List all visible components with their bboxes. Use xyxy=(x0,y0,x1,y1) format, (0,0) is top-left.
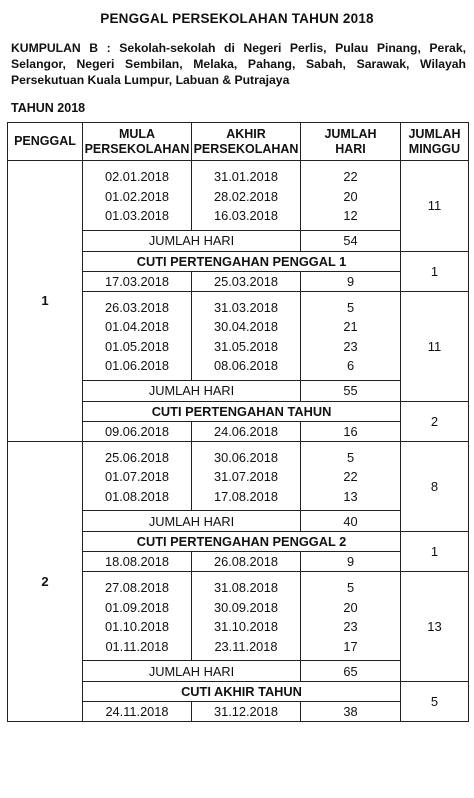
break-title: CUTI PERTENGAHAN PENGGAL 2 xyxy=(83,532,401,552)
total-value: 40 xyxy=(301,511,401,532)
header-weeks-line: JUMLAH xyxy=(408,126,461,141)
total-label: JUMLAH HARI xyxy=(83,230,301,251)
break-end: 25.03.2018 xyxy=(192,271,301,291)
header-weeks xyxy=(401,123,469,161)
break-days: 38 xyxy=(301,702,401,722)
weeks-cell: 1 xyxy=(401,532,469,572)
start-date: 01.07.2018 xyxy=(104,469,170,484)
start-date: 26.03.2018 xyxy=(104,299,170,315)
end-date: 08.06.2018 xyxy=(213,358,279,373)
break-days: 9 xyxy=(301,271,401,291)
end-dates xyxy=(192,572,301,661)
start-dates xyxy=(83,441,192,511)
total-label: JUMLAH HARI xyxy=(83,380,301,401)
total-value: 65 xyxy=(301,661,401,682)
start-date: 01.08.2018 xyxy=(104,488,170,504)
weeks-cell: 13 xyxy=(401,572,469,682)
year-label: TAHUN 2018 xyxy=(11,101,86,115)
day-counts xyxy=(301,441,401,511)
end-dates xyxy=(192,441,301,511)
break-days: 9 xyxy=(301,552,401,572)
end-date: 31.03.2018 xyxy=(213,299,279,315)
end-date: 17.08.2018 xyxy=(213,488,279,504)
total-value: 55 xyxy=(301,380,401,401)
end-dates xyxy=(192,291,301,380)
header-row xyxy=(8,123,469,161)
start-dates xyxy=(83,572,192,661)
day-count: 5 xyxy=(346,449,355,465)
day-count: 23 xyxy=(343,338,358,354)
break-title: CUTI PERTENGAHAN TAHUN xyxy=(83,401,401,421)
group-line: Selangor, Negeri Sembilan, Melaka, Pahang, Sabah, Sarawak, Wilayah xyxy=(11,57,466,71)
day-count: 23 xyxy=(343,619,358,634)
day-count: 22 xyxy=(343,169,358,184)
page-title: PENGGAL PERSEKOLAHAN TAHUN 2018 xyxy=(100,11,374,26)
school-term-table xyxy=(7,122,469,722)
break-start: 17.03.2018 xyxy=(83,271,192,291)
segment-row xyxy=(8,161,469,231)
end-dates xyxy=(192,161,301,231)
end-date: 23.11.2018 xyxy=(214,638,278,654)
total-label: JUMLAH HARI xyxy=(83,661,301,682)
day-count: 21 xyxy=(343,319,358,334)
day-count: 6 xyxy=(346,358,355,373)
day-count: 13 xyxy=(343,488,358,504)
header-end-line: AKHIR xyxy=(226,126,266,141)
day-count: 22 xyxy=(343,469,358,484)
header-start-line: PERSEKOLAHAN xyxy=(84,141,190,156)
end-date: 30.04.2018 xyxy=(213,319,279,334)
break-end: 24.06.2018 xyxy=(192,421,301,441)
group-description xyxy=(11,40,466,88)
term-cell: 2 xyxy=(8,441,83,722)
break-title: CUTI AKHIR TAHUN xyxy=(83,682,401,702)
start-date: 02.01.2018 xyxy=(104,169,170,184)
start-date: 27.08.2018 xyxy=(104,580,170,595)
header-days-line: JUMLAH xyxy=(324,126,377,141)
header-start xyxy=(83,123,192,161)
segment-row xyxy=(8,441,469,511)
day-count: 20 xyxy=(343,599,358,615)
header-end-line: PERSEKOLAHAN xyxy=(193,141,299,156)
end-date: 30.06.2018 xyxy=(213,449,279,465)
header-term: PENGGAL xyxy=(8,123,83,161)
start-dates xyxy=(83,291,192,380)
weeks-cell: 5 xyxy=(401,682,469,722)
break-days: 16 xyxy=(301,421,401,441)
day-counts xyxy=(301,291,401,380)
break-start: 09.06.2018 xyxy=(83,421,192,441)
start-date: 01.11.2018 xyxy=(105,638,169,654)
weeks-cell: 8 xyxy=(401,441,469,532)
end-date: 31.01.2018 xyxy=(213,169,279,184)
start-date: 01.10.2018 xyxy=(104,619,170,634)
header-weeks-line: MINGGU xyxy=(408,141,461,156)
break-title: CUTI PERTENGAHAN PENGGAL 1 xyxy=(83,251,401,271)
end-date: 31.07.2018 xyxy=(213,469,279,484)
start-dates xyxy=(83,161,192,231)
weeks-cell: 11 xyxy=(401,291,469,401)
total-label: JUMLAH HARI xyxy=(83,511,301,532)
break-end: 31.12.2018 xyxy=(192,702,301,722)
break-start: 24.11.2018 xyxy=(83,702,192,722)
day-count: 12 xyxy=(343,208,358,223)
end-date: 31.05.2018 xyxy=(213,338,279,354)
weeks-cell: 11 xyxy=(401,161,469,252)
term-cell: 1 xyxy=(8,161,83,442)
end-date: 16.03.2018 xyxy=(213,208,279,223)
day-count: 17 xyxy=(343,638,358,654)
header-days xyxy=(301,123,401,161)
break-end: 26.08.2018 xyxy=(192,552,301,572)
total-value: 54 xyxy=(301,230,401,251)
header-end xyxy=(192,123,301,161)
start-date: 01.03.2018 xyxy=(104,208,170,223)
start-date: 01.04.2018 xyxy=(104,319,170,334)
day-count: 5 xyxy=(346,299,355,315)
day-count: 20 xyxy=(343,188,358,204)
end-date: 31.08.2018 xyxy=(213,580,279,595)
header-days-line: HARI xyxy=(335,141,366,156)
day-counts xyxy=(301,161,401,231)
day-counts xyxy=(301,572,401,661)
end-date: 28.02.2018 xyxy=(213,188,279,204)
break-start: 18.08.2018 xyxy=(83,552,192,572)
group-line: Persekutuan Kuala Lumpur, Labuan & Putrajaya xyxy=(11,73,290,87)
start-date: 25.06.2018 xyxy=(104,449,170,465)
start-date: 01.09.2018 xyxy=(104,599,170,615)
start-date: 01.02.2018 xyxy=(104,188,170,204)
header-start-line: MULA xyxy=(118,126,156,141)
weeks-cell: 2 xyxy=(401,401,469,441)
start-date: 01.05.2018 xyxy=(104,338,170,354)
end-date: 30.09.2018 xyxy=(213,599,279,615)
end-date: 31.10.2018 xyxy=(213,619,279,634)
start-date: 01.06.2018 xyxy=(104,358,170,373)
weeks-cell: 1 xyxy=(401,251,469,291)
group-line: KUMPULAN B : Sekolah-sekolah di Negeri Perlis, Pulau Pinang, Perak, xyxy=(11,41,466,55)
day-count: 5 xyxy=(346,580,355,595)
